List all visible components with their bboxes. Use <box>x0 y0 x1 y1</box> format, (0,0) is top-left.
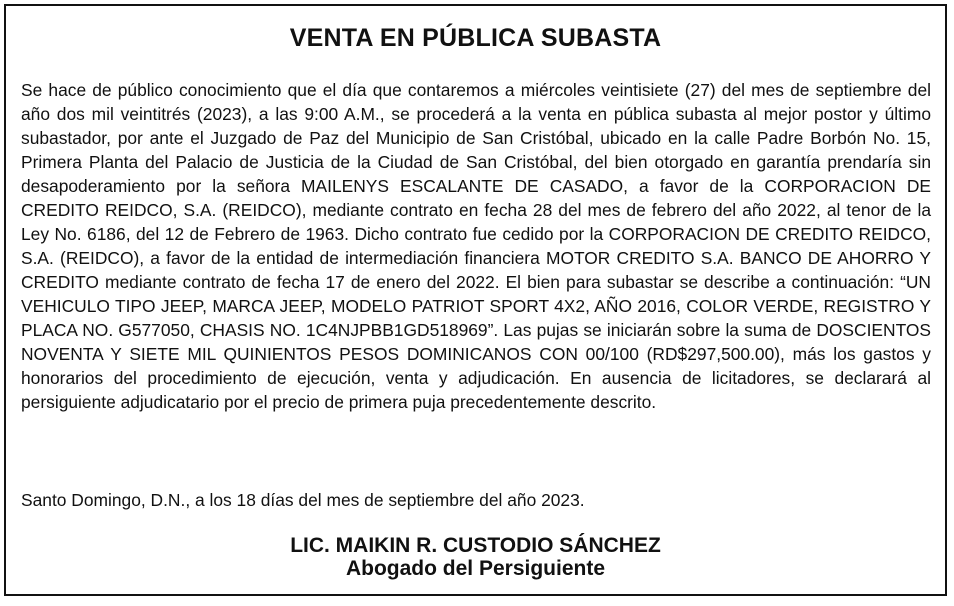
signatory-role: Abogado del Persiguiente <box>345 557 606 580</box>
notice-title: VENTA EN PÚBLICA SUBASTA <box>289 24 662 52</box>
signature-block <box>6 534 945 580</box>
notice-dateline: Santo Domingo, D.N., a los 18 días del mes de septiembre del año 2023. <box>21 490 585 510</box>
legal-notice-frame <box>4 4 947 596</box>
notice-body: Se hace de público conocimiento que el día que contaremos a miércoles veintisiete (27) del mes de septiembre del año dos mil veintitrés (2023), a las 9:00 A.M., se procederá a la venta en pública subasta al mejor postor y último subastador, por ante el Juzgado de Paz del Municipio de San Cristóbal, ubicado en la calle Padre Borbón No. 15, Primera Planta del Palacio de Justicia de la Ciudad de San Cristóbal, del bien otorgado en garantía prendaría sin desapoderamiento por la señora MAILENYS ESCALANTE DE CASADO, a favor de la CORPORACION DE CREDITO REIDCO, S.A. (REIDCO), mediante contrato en fecha 28 del mes de febrero del año 2022, al tenor de la Ley No. 6186, del 12 de Febrero de 1963. Dicho contrato fue cedido por la CORPORACION DE CREDITO REIDCO, S.A. (REIDCO), a favor de la entidad de intermediación financiera MOTOR CREDITO S.A. BANCO DE AHORRO Y CREDITO mediante contrato de fecha 17 de enero del 2022. El bien para subastar se describe a continuación: “UN VEHICULO TIPO JEEP, MARCA JEEP, MODELO PATRIOT SPORT 4X2, AÑO 2016, COLOR VERDE, REGISTRO Y PLACA NO. G577050, CHASIS NO. 1C4NJPBB1GD518969”. Las pujas se iniciarán sobre la suma de DOSCIENTOS NOVENTA Y SIETE MIL QUINIENTOS PESOS DOMINICANOS CON 00/100 (RD$297,500.00), más los gastos y honorarios del procedimiento de ejecución, venta y adjudicación. En ausencia de licitadores, se declarará al persiguiente adjudicatario por el precio de primera puja precedentemente descrito. <box>21 80 931 412</box>
signatory-name: LIC. MAIKIN R. CUSTODIO SÁNCHEZ <box>290 534 661 557</box>
